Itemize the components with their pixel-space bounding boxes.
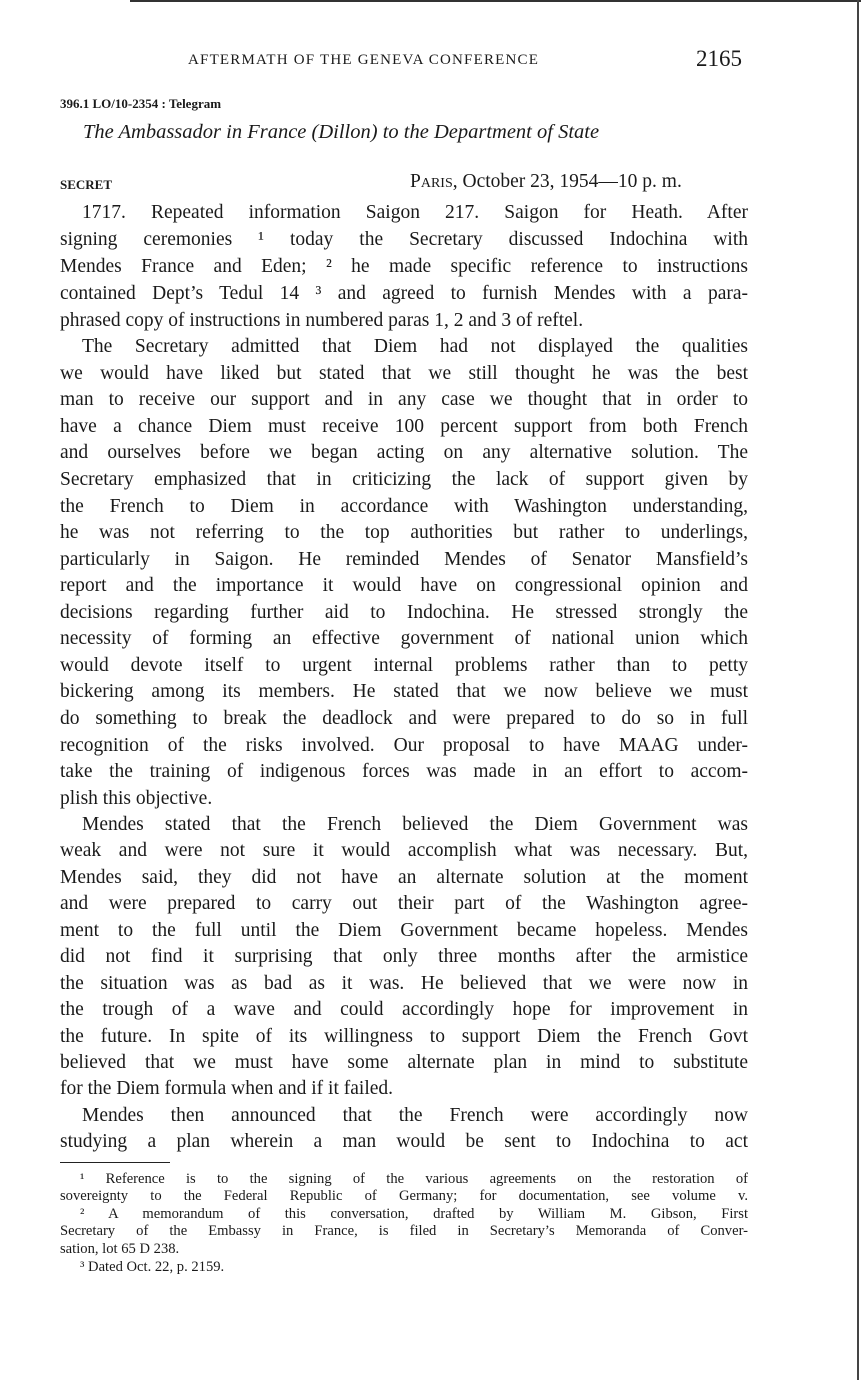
body-line: he was not referring to the top authorities but rather to underlings,	[60, 522, 748, 543]
body-line: and were prepared to carry out their part of the Washington agree-	[60, 893, 748, 914]
body-line: Mendes stated that the French believed the Diem Government was	[82, 814, 748, 835]
body-line: The Secretary admitted that Diem had not displayed the qualities	[82, 336, 748, 357]
document-title: The Ambassador in France (Dillon) to the Department of State	[83, 121, 600, 143]
body-line: recognition of the risks involved. Our proposal to have MAAG under-	[60, 735, 748, 756]
body-line: decisions regarding further aid to Indochina. He stressed strongly the	[60, 602, 748, 623]
body-line: the future. In spite of its willingness to support Diem the French Govt	[60, 1026, 748, 1047]
footnote-line: sation, lot 65 D 238.	[60, 1241, 180, 1257]
footnote-line: Secretary of the Embassy in France, is filed in Secretary’s Memoranda of Conver-	[60, 1223, 748, 1239]
dateline-date: October 23, 1954—10 p. m.	[462, 171, 682, 192]
footnote-line: ³ Dated Oct. 22, p. 2159.	[80, 1259, 225, 1275]
body-line: studying a plan wherein a man would be sent to Indochina to act	[60, 1131, 748, 1152]
body-line: particularly in Saigon. He reminded Mendes of Senator Mansfield’s	[60, 549, 748, 570]
body-line: we would have liked but stated that we still thought he was the best	[60, 363, 748, 384]
dateline	[410, 171, 682, 193]
footnote-line: ² A memorandum of this conversation, drafted by William M. Gibson, First	[80, 1206, 748, 1222]
file-reference: 396.1 LO/10-2354 : Telegram	[60, 96, 222, 111]
body-line: and ourselves before we began acting on any alternative solution. The	[60, 442, 748, 463]
footnote-rule	[60, 1162, 170, 1163]
body-line: weak and were not sure it would accomplish what was necessary. But,	[60, 840, 748, 861]
body-line: contained Dept’s Tedul 14 ³ and agreed to furnish Mendes with a para-	[60, 283, 748, 304]
running-head: AFTERMATH OF THE GENEVA CONFERENCE	[188, 52, 540, 68]
body-line: ment to the full until the Diem Government became hopeless. Mendes	[60, 920, 748, 941]
body-line: bickering among its members. He stated that we now believe we must	[60, 681, 748, 702]
body-line: plish this objective.	[60, 788, 213, 809]
classification-label: SECRET	[60, 177, 113, 192]
body-line: the situation was as bad as it was. He believed that we were now in	[60, 973, 748, 994]
body-line: necessity of forming an effective government of national union which	[60, 628, 748, 649]
page-edge	[857, 0, 859, 1380]
dateline-place: Paris,	[410, 171, 458, 192]
body-line: man to receive our support and in any case we thought that in order to	[60, 389, 748, 410]
body-line: Mendes France and Eden; ² he made specific reference to instructions	[60, 256, 748, 277]
body-line: report and the importance it would have on congressional opinion and	[60, 575, 748, 596]
body-line: 1717. Repeated information Saigon 217. Saigon for Heath. After	[82, 202, 748, 223]
body-line: take the training of indigenous forces was made in an effort to accom-	[60, 761, 748, 782]
body-line: would devote itself to urgent internal problems rather than to petty	[60, 655, 748, 676]
body-line: the trough of a wave and could accordingly hope for improvement in	[60, 999, 748, 1020]
body-line: Secretary emphasized that in criticizing the lack of support given by	[60, 469, 748, 490]
body-line: signing ceremonies ¹ today the Secretary discussed Indochina with	[60, 229, 748, 250]
body-line: the French to Diem in accordance with Washington understanding,	[60, 496, 748, 517]
body-line: do something to break the deadlock and were prepared to do so in full	[60, 708, 748, 729]
body-line: did not find it surprising that only three months after the armistice	[60, 946, 748, 967]
page-number: 2165	[696, 46, 742, 71]
footnote-line: sovereignty to the Federal Republic of Germany; for documentation, see volume v.	[60, 1188, 748, 1204]
body-line: for the Diem formula when and if it failed.	[60, 1078, 394, 1099]
body-line: phrased copy of instructions in numbered paras 1, 2 and 3 of reftel.	[60, 310, 584, 331]
footnote-line: ¹ Reference is to the signing of the various agreements on the restoration of	[80, 1171, 748, 1187]
body-line: Mendes said, they did not have an alternate solution at the moment	[60, 867, 748, 888]
body-line: believed that we must have some alternate plan in mind to substitute	[60, 1052, 748, 1073]
top-rule	[130, 0, 861, 2]
body-line: Mendes then announced that the French were accordingly now	[82, 1105, 748, 1126]
body-line: have a chance Diem must receive 100 percent support from both French	[60, 416, 748, 437]
